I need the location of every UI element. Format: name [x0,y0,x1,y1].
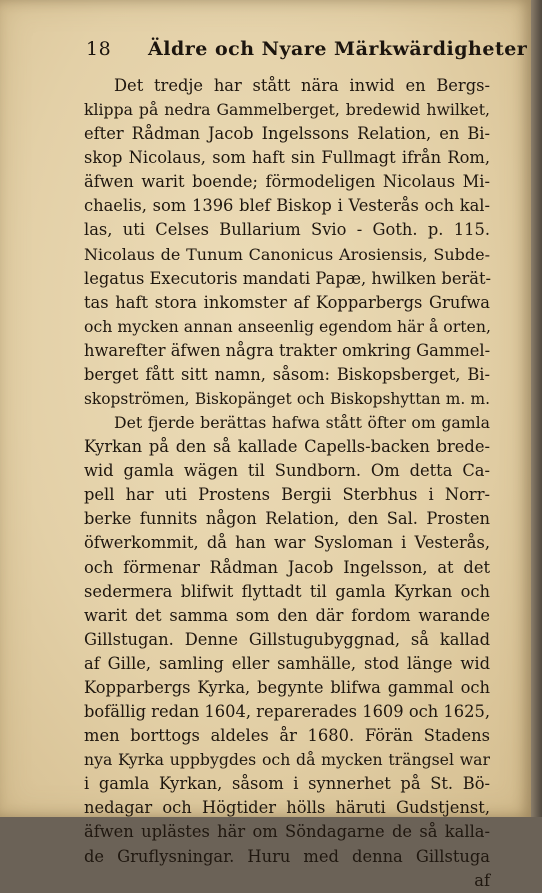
text-line: Kopparbergs Kyrka, begynte blifwa gammal och [84,677,490,697]
page-edge [531,0,542,817]
text-line: men borttogs aldeles år 1680. Förän Stadens [84,726,490,746]
text-line: klippa på nedra Gammelberget, bredewid hwilket, [84,100,490,120]
running-header [86,38,528,64]
catchword: af [474,870,490,890]
text-line: Gillstugan. Denne Gillstugubyggnad, så kallad [84,629,490,649]
text-line: warit det samma som den där fordom warande [84,605,490,625]
text-line: chaelis, som 1396 blef Biskop i Vesterås och kal- [84,196,490,216]
text-line: pell har uti Prostens Bergii Sterbhus i Norr- [84,485,490,505]
text-line: de Gruflysningar. Huru med denna Gillstuga [84,846,490,866]
text-line: öfwerkommit, då han war Sysloman i Vesterås, [84,533,490,553]
text-line: las, uti Celses Bullarium Svio - Goth. p. 115. [84,220,490,240]
text-line: och mycken annan anseenlig egendom här å orten, [84,316,491,336]
text-line: Det fjerde berättas hafwa stått öfter om gamla [114,413,490,433]
text-line: bofällig redan 1604, reparerades 1609 och 1625, [84,702,491,722]
text-line: skop Nicolaus, som haft sin Fullmagt ifrån Rom, [84,148,490,168]
page-number: 18 [86,38,112,60]
text-line: berget fått sitt namn, såsom: Biskopsberget, Bi- [84,364,490,384]
text-line: nedagar och Högtider hölls häruti Gudstjenst, [84,798,490,818]
text-line: wid gamla wägen til Sundborn. Om detta Ca- [84,461,490,481]
text-line: i gamla Kyrkan, såsom i synnerhet på St. Bö- [84,774,490,794]
text-line: Nicolaus de Tunum Canonicus Arosiensis, Subde- [84,244,490,264]
text-line: Det tredje har stått nära inwid en Bergs- [114,76,490,95]
running-title: Äldre och Nyare Märkwärdigheter [148,38,528,60]
text-line: skopströmen, Biskopänget och Biskopshyttan m. m. [84,390,490,409]
text-line: Kyrkan på den så kallade Capells-backen brede- [84,437,490,457]
text-line: af Gille, samling eller samhälle, stod länge wid [84,653,490,673]
body-text [84,74,490,893]
text-line: legatus Executoris mandati Papæ, hwilken berät- [84,268,491,288]
text-line: hwarefter äfwen några trakter omkring Gammel- [84,340,491,360]
text-line: tas haft stora inkomster af Kopparbergs Grufwa [84,292,490,312]
text-line: efter Rådman Jacob Ingelssons Relation, en Bi- [84,124,490,144]
text-line: äfwen warit boende; förmodeligen Nicolaus Mi- [84,172,490,192]
text-line: sedermera blifwit flyttadt til gamla Kyrkan och [84,581,490,601]
text-line: nya Kyrka uppbygdes och då mycken trängsel war [84,750,490,770]
text-line: äfwen uplästes här om Söndagarne de så kalla- [84,822,490,842]
text-line: berke funnits någon Relation, den Sal. Prosten [84,509,490,529]
text-line: och förmenar Rådman Jacob Ingelsson, at det [84,557,490,577]
